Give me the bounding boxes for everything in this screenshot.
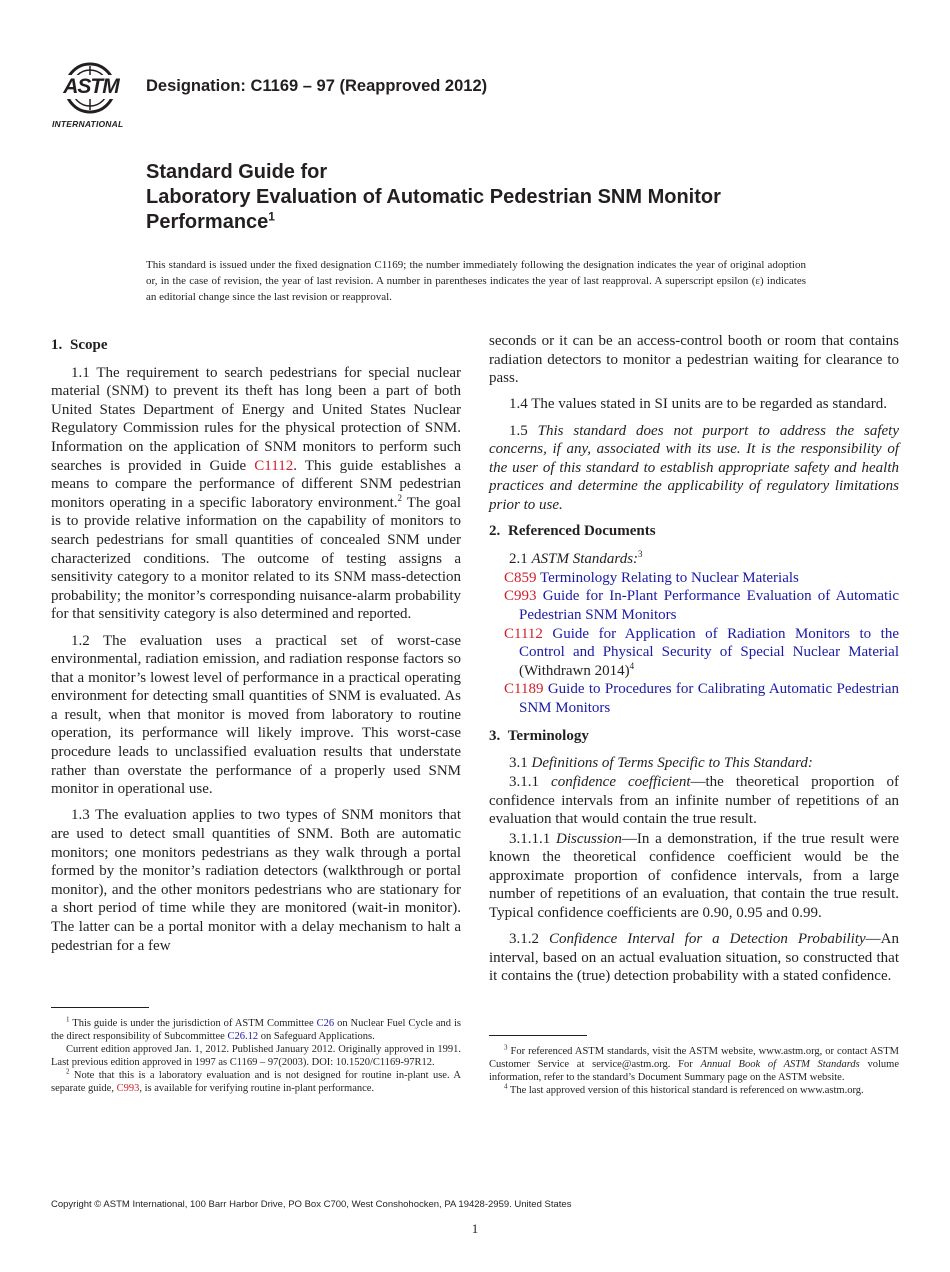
footnote-4-mark: 4 — [504, 1082, 508, 1091]
para-3-1-num: 3.1 — [509, 755, 532, 772]
ref-code[interactable]: C859 — [504, 569, 537, 586]
footnote-4-text: The last approved version of this historical standard is referenced on www.astm.org. — [507, 1085, 864, 1096]
para-1-1 — [51, 364, 461, 624]
terminology-heading-text: Terminology — [507, 727, 589, 744]
para-1-2: 1.2 The evaluation uses a practical set of worst-case environmental, radiation emission, and radiation response factors so that a monitor’s lowest level of performance in a practical operating environment for detecting small quantities of SNM is evaluated. As a result, when that monitor is moved from laboratory to routine operation, its performance will likely improve. This worst-case procedure leads to unclassified evaluation results that understate rather than overstate the performance of a properly used SNM monitor in operational use. — [51, 632, 461, 798]
title-line-1: Standard Guide for — [146, 161, 328, 183]
logo-text: ASTM — [58, 75, 124, 99]
para-3-1 — [489, 754, 899, 773]
footnote-3-a: For referenced ASTM standards, visit the ASTM website, www.astm.org, or contact ASTM Customer Service at service@astm.org. For — [489, 1046, 899, 1070]
para-3-1-1 — [489, 773, 899, 829]
footnotes-right — [489, 1045, 899, 1097]
footnote-1-c: on Safeguard Applications. — [258, 1031, 375, 1042]
copyright: Copyright © ASTM International, 100 Barr Harbor Drive, PO Box C700, West Conshohocken, PA 19428-2959. United States — [51, 1199, 572, 1210]
para-1-1-b: . This guide establishes a means to compare the performance of different SNM pedestrian monitors operating in a specific laboratory environment. — [51, 457, 461, 511]
referenced-heading — [489, 522, 899, 541]
scope-heading — [51, 336, 461, 355]
footnote-ref-4: 4 — [629, 660, 635, 671]
footnote-ref-2: 2 — [397, 492, 403, 503]
ref-item[interactable] — [489, 680, 899, 717]
designation: Designation: C1169 – 97 (Reapproved 2012) — [146, 77, 488, 95]
astm-logo — [50, 55, 136, 133]
ref-code[interactable]: C993 — [504, 588, 537, 605]
para-3-1-2 — [489, 930, 899, 986]
ref-item[interactable] — [489, 569, 899, 588]
footnote-3 — [489, 1045, 899, 1084]
footnote-1 — [51, 1017, 461, 1043]
para-3-1-1-1-text: —In a demonstration, if the true result were known the theoretical confidence coefficient would be the approximate proportion of confidence intervals, from a large number of repetitions of an evaluation, that contain the true result. Typical confidence coefficients are 0.90, 0.95 and 0.99. — [489, 830, 900, 921]
para-3-1-1-1-term: Discussion — [556, 830, 622, 847]
footnote-1-a: This guide is under the jurisdiction of ASTM Committee — [69, 1018, 317, 1029]
footnote-ref-3: 3 — [638, 548, 643, 559]
page-number: 1 — [471, 1221, 479, 1236]
ref-title[interactable]: Guide for Application of Radiation Monitors to the Control and Physical Security of Special Nuclear Material — [519, 625, 899, 661]
ref-withdrawn: (Withdrawn 2014) — [519, 662, 630, 679]
scope-heading-num: 1. — [51, 337, 63, 353]
title-line-2: Laboratory Evaluation of Automatic Pedestrian SNM Monitor — [146, 186, 721, 208]
footnote-1-b: on Nuclear Fuel Cycle and is the direct responsibility of Subcommittee — [51, 1018, 461, 1042]
footnote-rule-left — [51, 1007, 149, 1008]
left-column — [51, 332, 461, 963]
link-c993-fn[interactable]: C993 — [116, 1083, 140, 1094]
footnote-2-b: , is available for verifying routine in-plant performance. — [139, 1083, 375, 1094]
para-3-1-1-term: confidence coefficient — [551, 774, 691, 791]
para-1-1-a: 1.1 The requirement to search pedestrians for special nuclear material (SNM) to prevent its theft has long been a part of both United States Department of Energy and United States Nuclear Regulatory Commission rules for the physical protection of SNM. Information on the application of SNM monitors to perform such searches is provided in Guide — [51, 364, 461, 474]
footnote-4 — [489, 1084, 899, 1097]
footnote-3-mark: 3 — [504, 1043, 508, 1052]
para-1-5-text: This standard does not purport to address the safety concerns, if any, associated with its use. It is the responsibility of the user of this standard to establish appropriate safety and health practices and determine the applicability of regulatory limitations prior to use. — [489, 422, 899, 513]
referenced-heading-text: Referenced Documents — [508, 523, 656, 540]
referenced-heading-num: 2. — [489, 523, 501, 540]
title-line-3 — [146, 210, 721, 235]
para-3-1-1-num: 3.1.1 — [509, 774, 552, 791]
footnote-3-italic: Annual Book of ASTM Standards — [700, 1059, 860, 1070]
scope-heading-text: Scope — [70, 337, 108, 353]
footnote-1-edition: Current edition approved Jan. 1, 2012. Published January 2012. Originally approved in 1991. Last previous edition approved in 1997 as C1169 – 97(2003). DOI: 10.1520/C1169-97R12. — [51, 1044, 461, 1068]
para-3-1-1-1-num: 3.1.1.1 — [509, 830, 556, 847]
para-2-1-num: 2.1 — [509, 550, 532, 567]
para-1-4: 1.4 The values stated in SI units are to be regarded as standard. — [509, 396, 887, 413]
title-line-3-text: Performance — [146, 211, 269, 233]
footnote-rule-right — [489, 1035, 587, 1036]
para-3-1-2-term: Confidence Interval for a Detection Probability — [548, 931, 866, 948]
para-1-5-num: 1.5 — [509, 422, 538, 439]
ref-code[interactable]: C1189 — [504, 681, 544, 698]
terminology-heading-num: 3. — [489, 727, 501, 744]
para-3-1-1-text: —the theoretical proportion of confidence intervals from an infinite number of repetitions of an evaluation that would contain the true result. — [489, 774, 900, 828]
standard-notice: This standard is issued under the fixed designation C1169; the number immediately following the designation indicates the year of original adoption or, in the case of revision, the year of last revision. A number in parentheses indicates the year of last reapproval. A superscript epsilon (ε) indicates an editorial change since the last revision or reapproval. — [146, 259, 806, 303]
logo-subtext: INTERNATIONAL — [52, 119, 124, 129]
link-c26[interactable]: C26 — [316, 1018, 335, 1029]
ref-item[interactable] — [489, 625, 899, 681]
ref-code[interactable]: C1112 — [504, 625, 543, 642]
para-1-1-c: The goal is to provide relative information on the capability of monitors to search pedestrians for small quantities of concealed SNM under characterized conditions. The outcome of testing assigns a sensitivity category to a monitor related to its SNM mass-detection probability; the monitor’s corresponding nuisance-alarm probability for that sensitivity category is also determined and reported. — [51, 494, 462, 623]
page-title — [146, 160, 721, 235]
para-1-3: 1.3 The evaluation applies to two types of SNM monitors that are used to detect small quantities of SNM. Both are automatic monitors; one monitors pedestrians as they walk through a portal formed by the monitor’s radiation detectors (walkthrough or portal monitor), and the other monitors pedestrians who are stationary for a short period of time while they are monitored (wait-in monitor). The latter can be a portal monitor with a delay mechanism to halt a pedestrian for a few — [51, 807, 461, 954]
footnote-1-mark: 1 — [66, 1015, 70, 1024]
footnote-2-a: Note that this is a laboratory evaluation and is not designed for routine in-plant use. A separate guide, — [51, 1070, 461, 1094]
ref-title[interactable]: Guide to Procedures for Calibrating Automatic Pedestrian SNM Monitors — [519, 681, 899, 716]
ref-item[interactable] — [489, 587, 899, 624]
right-column — [489, 332, 899, 993]
para-2-1-text: ASTM Standards: — [531, 550, 639, 567]
link-c26-12[interactable]: C26.12 — [227, 1031, 259, 1042]
footnote-3-b: volume information, refer to the standard’s Document Summary page on the ASTM website. — [489, 1059, 899, 1083]
footnote-2-mark: 2 — [66, 1067, 70, 1076]
para-3-1-2-num: 3.1.2 — [509, 931, 549, 948]
footnote-2 — [51, 1069, 461, 1095]
para-1-5 — [489, 422, 899, 515]
para-3-1-1-1 — [489, 830, 899, 923]
ref-title[interactable]: Guide for In-Plant Performance Evaluation of Automatic Pedestrian SNM Monitors — [519, 588, 899, 623]
terminology-heading — [489, 727, 899, 746]
para-2-1 — [489, 550, 899, 569]
ref-title[interactable]: Terminology Relating to Nuclear Materials — [540, 569, 799, 586]
para-3-1-2-text: —An interval, based on an actual evaluation situation, so constructed that it contains the (true) detection probability with a stated confidence. — [489, 931, 899, 985]
para-1-3-cont: seconds or it can be an access-control booth or room that contains radiation detectors to monitor a pedestrian waiting for clearance to pass. — [489, 333, 899, 387]
para-3-1-text: Definitions of Terms Specific to This Standard: — [531, 755, 813, 772]
link-c1112[interactable]: C1112 — [254, 457, 294, 474]
footnotes-left — [51, 1017, 461, 1095]
title-footnote-mark: 1 — [268, 209, 275, 224]
